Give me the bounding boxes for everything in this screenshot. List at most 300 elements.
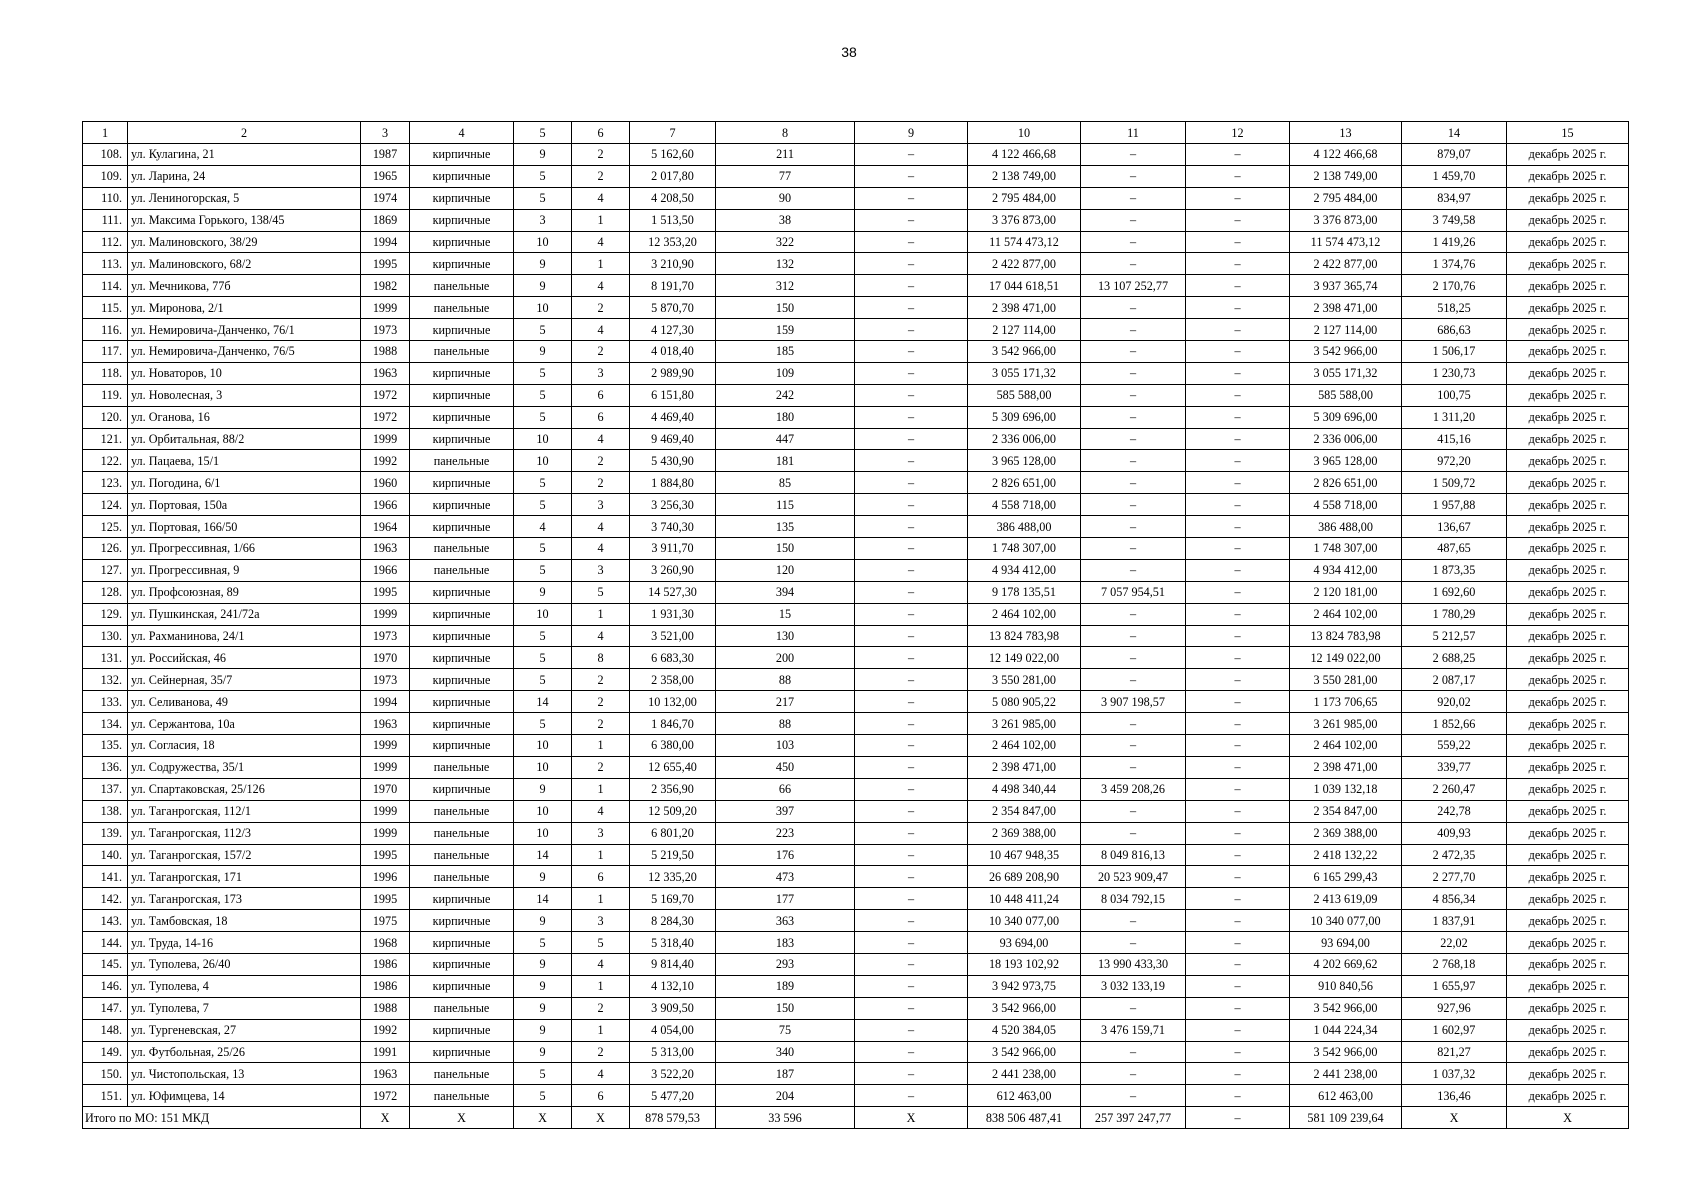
table-cell: ул. Труда, 14-16: [128, 932, 361, 954]
table-cell: декабрь 2025 г.: [1507, 144, 1629, 166]
table-cell: 26 689 208,90: [968, 866, 1081, 888]
table-cell: 9 178 135,51: [968, 581, 1081, 603]
table-row: [83, 538, 1629, 560]
table-cell: –: [1081, 713, 1186, 735]
table-cell: –: [855, 231, 968, 253]
table-cell: 9: [514, 953, 572, 975]
table-cell: 910 840,56: [1290, 975, 1402, 997]
table-cell: –: [855, 756, 968, 778]
table-cell: 3 210,90: [630, 253, 716, 275]
table-cell: 1 884,80: [630, 472, 716, 494]
table-cell: ул. Сержантова, 10а: [128, 713, 361, 735]
table-cell: 2: [572, 669, 630, 691]
table-cell: 1: [572, 888, 630, 910]
table-cell: ул. Туполева, 7: [128, 997, 361, 1019]
table-cell: –: [855, 844, 968, 866]
table-cell: 103: [716, 735, 855, 757]
table-cell: 10 340 077,00: [968, 910, 1081, 932]
table-cell: 1: [572, 1019, 630, 1041]
table-cell: –: [1186, 975, 1290, 997]
table-row: [83, 144, 1629, 166]
table-cell: 132.: [83, 669, 128, 691]
table-cell: 2: [572, 165, 630, 187]
table-cell: декабрь 2025 г.: [1507, 1041, 1629, 1063]
total-cell: X: [572, 1107, 630, 1129]
table-cell: 3 055 171,32: [968, 362, 1081, 384]
table-cell: 4 202 669,62: [1290, 953, 1402, 975]
table-cell: ул. Пушкинская, 241/72а: [128, 603, 361, 625]
table-cell: 4 558 718,00: [968, 494, 1081, 516]
table-cell: 4 934 412,00: [1290, 559, 1402, 581]
table-cell: 1: [572, 253, 630, 275]
table-cell: 130: [716, 625, 855, 647]
table-cell: –: [855, 187, 968, 209]
table-cell: 109: [716, 362, 855, 384]
table-cell: декабрь 2025 г.: [1507, 275, 1629, 297]
table-cell: 2 398 471,00: [1290, 756, 1402, 778]
table-row: [83, 362, 1629, 384]
table-cell: 2 354 847,00: [968, 800, 1081, 822]
table-cell: кирпичные: [410, 472, 514, 494]
table-cell: 1963: [361, 713, 410, 735]
table-cell: 109.: [83, 165, 128, 187]
column-header: 8: [716, 122, 855, 144]
table-cell: 6: [572, 384, 630, 406]
table-cell: 1973: [361, 319, 410, 341]
table-cell: 612 463,00: [968, 1085, 1081, 1107]
table-cell: –: [1081, 800, 1186, 822]
table-cell: 3 937 365,74: [1290, 275, 1402, 297]
table-cell: 135.: [83, 735, 128, 757]
table-cell: 1999: [361, 297, 410, 319]
table-cell: 2: [572, 472, 630, 494]
table-cell: 5 477,20: [630, 1085, 716, 1107]
table-cell: декабрь 2025 г.: [1507, 735, 1629, 757]
table-cell: 5: [514, 1063, 572, 1085]
table-cell: 1992: [361, 1019, 410, 1041]
table-cell: 1966: [361, 494, 410, 516]
total-cell: 257 397 247,77: [1081, 1107, 1186, 1129]
table-cell: 211: [716, 144, 855, 166]
table-cell: 1 173 706,65: [1290, 691, 1402, 713]
table-cell: 1963: [361, 1063, 410, 1085]
table-cell: 312: [716, 275, 855, 297]
table-cell: –: [1081, 756, 1186, 778]
table-cell: ул. Максима Горького, 138/45: [128, 209, 361, 231]
table-cell: 10 467 948,35: [968, 844, 1081, 866]
table-cell: –: [855, 319, 968, 341]
table-cell: 3: [572, 822, 630, 844]
table-cell: 1986: [361, 975, 410, 997]
table-cell: 397: [716, 800, 855, 822]
table-cell: декабрь 2025 г.: [1507, 406, 1629, 428]
table-cell: 1999: [361, 822, 410, 844]
table-cell: кирпичные: [410, 888, 514, 910]
table-cell: 6 801,20: [630, 822, 716, 844]
table-cell: 3 907 198,57: [1081, 691, 1186, 713]
table-row: [83, 341, 1629, 363]
total-cell: X: [1402, 1107, 1507, 1129]
table-cell: 9: [514, 253, 572, 275]
table-cell: –: [1186, 691, 1290, 713]
table-cell: 159: [716, 319, 855, 341]
column-header: 9: [855, 122, 968, 144]
table-cell: 1963: [361, 362, 410, 384]
table-row: [83, 669, 1629, 691]
table-cell: 185: [716, 341, 855, 363]
table-cell: панельные: [410, 844, 514, 866]
table-cell: декабрь 2025 г.: [1507, 231, 1629, 253]
table-cell: 3 965 128,00: [1290, 450, 1402, 472]
table-cell: ул. Малиновского, 68/2: [128, 253, 361, 275]
total-cell: 581 109 239,64: [1290, 1107, 1402, 1129]
table-cell: 12 335,20: [630, 866, 716, 888]
table-cell: декабрь 2025 г.: [1507, 910, 1629, 932]
table-cell: –: [1186, 953, 1290, 975]
table-cell: декабрь 2025 г.: [1507, 297, 1629, 319]
table-cell: ул. Таганрогская, 171: [128, 866, 361, 888]
table-cell: 20 523 909,47: [1081, 866, 1186, 888]
column-header: 7: [630, 122, 716, 144]
table-cell: 12 149 022,00: [968, 647, 1081, 669]
table-cell: –: [1186, 144, 1290, 166]
table-cell: 1: [572, 975, 630, 997]
table-cell: 2: [572, 756, 630, 778]
table-cell: 136.: [83, 756, 128, 778]
table-cell: ул. Футбольная, 25/26: [128, 1041, 361, 1063]
table-cell: –: [1186, 494, 1290, 516]
table-cell: –: [1081, 932, 1186, 954]
table-cell: 927,96: [1402, 997, 1507, 1019]
table-cell: –: [1081, 1041, 1186, 1063]
table-cell: 10: [514, 756, 572, 778]
table-cell: 2: [572, 144, 630, 166]
table-cell: панельные: [410, 538, 514, 560]
table-cell: 3 376 873,00: [968, 209, 1081, 231]
table-cell: 1972: [361, 406, 410, 428]
table-cell: –: [1186, 428, 1290, 450]
table-cell: 1963: [361, 538, 410, 560]
table-cell: –: [1186, 450, 1290, 472]
table-cell: 138.: [83, 800, 128, 822]
table-row: [83, 275, 1629, 297]
table-cell: 141.: [83, 866, 128, 888]
table-cell: –: [1081, 209, 1186, 231]
table-cell: –: [855, 691, 968, 713]
table-cell: 5 169,70: [630, 888, 716, 910]
table-cell: панельные: [410, 450, 514, 472]
table-cell: 123.: [83, 472, 128, 494]
table-cell: 1972: [361, 1085, 410, 1107]
table-cell: 11 574 473,12: [1290, 231, 1402, 253]
table-cell: 1999: [361, 800, 410, 822]
table-cell: 2 418 132,22: [1290, 844, 1402, 866]
table-cell: 149.: [83, 1041, 128, 1063]
table-cell: 1 846,70: [630, 713, 716, 735]
table-cell: 1 037,32: [1402, 1063, 1507, 1085]
table-cell: 5 430,90: [630, 450, 716, 472]
table-cell: 1966: [361, 559, 410, 581]
table-cell: 114.: [83, 275, 128, 297]
table-cell: 386 488,00: [1290, 516, 1402, 538]
table-cell: 8 284,30: [630, 910, 716, 932]
table-cell: декабрь 2025 г.: [1507, 844, 1629, 866]
table-cell: кирпичные: [410, 187, 514, 209]
total-label: Итого по МО: 151 МКД: [83, 1107, 361, 1129]
table-cell: 4: [572, 319, 630, 341]
table-cell: 4: [572, 800, 630, 822]
table-cell: 200: [716, 647, 855, 669]
table-cell: кирпичные: [410, 209, 514, 231]
table-cell: 10: [514, 450, 572, 472]
table-cell: 5 212,57: [1402, 625, 1507, 647]
table-cell: 3: [514, 209, 572, 231]
total-cell: 838 506 487,41: [968, 1107, 1081, 1129]
table-cell: –: [855, 910, 968, 932]
table-cell: декабрь 2025 г.: [1507, 975, 1629, 997]
table-row: [83, 1063, 1629, 1085]
table-cell: –: [1186, 1041, 1290, 1063]
table-cell: –: [1186, 932, 1290, 954]
table-cell: ул. Рахманинова, 24/1: [128, 625, 361, 647]
table-cell: 1987: [361, 144, 410, 166]
table-cell: –: [855, 253, 968, 275]
table-cell: 3: [572, 559, 630, 581]
table-cell: –: [1186, 778, 1290, 800]
table-cell: 1 837,91: [1402, 910, 1507, 932]
table-cell: –: [855, 866, 968, 888]
table-cell: 4 934 412,00: [968, 559, 1081, 581]
table-row: [83, 581, 1629, 603]
table-cell: –: [1186, 866, 1290, 888]
table-cell: 8 049 816,13: [1081, 844, 1186, 866]
page-number: 38: [841, 44, 857, 60]
table-cell: 12 655,40: [630, 756, 716, 778]
table-cell: ул. Прогрессивная, 9: [128, 559, 361, 581]
table-cell: 3: [572, 362, 630, 384]
table-cell: 879,07: [1402, 144, 1507, 166]
table-cell: 1 039 132,18: [1290, 778, 1402, 800]
column-header: 2: [128, 122, 361, 144]
table-cell: 12 149 022,00: [1290, 647, 1402, 669]
table-cell: –: [855, 472, 968, 494]
table-cell: 4 054,00: [630, 1019, 716, 1041]
table-cell: 9: [514, 778, 572, 800]
table-cell: –: [1081, 231, 1186, 253]
table-cell: –: [855, 144, 968, 166]
table-cell: 2 170,76: [1402, 275, 1507, 297]
table-cell: кирпичные: [410, 713, 514, 735]
table-row: [83, 647, 1629, 669]
table-cell: 9: [514, 275, 572, 297]
table-cell: 9: [514, 1019, 572, 1041]
table-cell: панельные: [410, 1063, 514, 1085]
table-cell: 2 464 102,00: [968, 735, 1081, 757]
table-cell: 1 311,20: [1402, 406, 1507, 428]
total-cell: X: [855, 1107, 968, 1129]
table-cell: 150.: [83, 1063, 128, 1085]
table-cell: 1991: [361, 1041, 410, 1063]
table-cell: 242,78: [1402, 800, 1507, 822]
table-cell: кирпичные: [410, 494, 514, 516]
table-cell: 2 826 651,00: [968, 472, 1081, 494]
table-cell: 22,02: [1402, 932, 1507, 954]
table-cell: 1994: [361, 231, 410, 253]
table-cell: кирпичные: [410, 975, 514, 997]
table-cell: 3 749,58: [1402, 209, 1507, 231]
table-cell: 3 256,30: [630, 494, 716, 516]
table-cell: 133.: [83, 691, 128, 713]
table-cell: 3 542 966,00: [968, 341, 1081, 363]
table-cell: –: [855, 209, 968, 231]
table-row: [83, 778, 1629, 800]
table-cell: 113.: [83, 253, 128, 275]
table-cell: 183: [716, 932, 855, 954]
table-row: [83, 406, 1629, 428]
table-cell: –: [1081, 472, 1186, 494]
table-cell: 5 313,00: [630, 1041, 716, 1063]
table-cell: 1970: [361, 778, 410, 800]
table-cell: –: [855, 888, 968, 910]
table-cell: 1 419,26: [1402, 231, 1507, 253]
table-cell: 2 017,80: [630, 165, 716, 187]
table-cell: –: [1081, 406, 1186, 428]
table-cell: –: [855, 538, 968, 560]
table-cell: 134.: [83, 713, 128, 735]
table-cell: 6 165 299,43: [1290, 866, 1402, 888]
table-cell: –: [1081, 603, 1186, 625]
table-cell: 5 219,50: [630, 844, 716, 866]
table-cell: 2: [572, 1041, 630, 1063]
table-cell: 4: [572, 231, 630, 253]
table-cell: 126.: [83, 538, 128, 560]
table-cell: –: [1186, 1063, 1290, 1085]
table-cell: 112.: [83, 231, 128, 253]
table-cell: –: [1081, 910, 1186, 932]
column-header: 5: [514, 122, 572, 144]
table-cell: кирпичные: [410, 319, 514, 341]
table-cell: 686,63: [1402, 319, 1507, 341]
table-cell: –: [1186, 603, 1290, 625]
table-cell: 559,22: [1402, 735, 1507, 757]
table-row: [83, 888, 1629, 910]
table-cell: 116.: [83, 319, 128, 341]
table-cell: –: [1186, 538, 1290, 560]
total-cell: –: [1186, 1107, 1290, 1129]
table-cell: –: [855, 647, 968, 669]
table-cell: декабрь 2025 г.: [1507, 756, 1629, 778]
table-cell: 2 422 877,00: [1290, 253, 1402, 275]
table-cell: 2 398 471,00: [968, 756, 1081, 778]
table-cell: 4: [572, 625, 630, 647]
table-cell: 1974: [361, 187, 410, 209]
table-cell: ул. Профсоюзная, 89: [128, 581, 361, 603]
table-cell: –: [1186, 275, 1290, 297]
table-cell: 9: [514, 866, 572, 888]
table-cell: 4 127,30: [630, 319, 716, 341]
table-cell: 585 588,00: [968, 384, 1081, 406]
table-cell: кирпичные: [410, 144, 514, 166]
table-cell: 6: [572, 866, 630, 888]
table-cell: 13 824 783,98: [968, 625, 1081, 647]
table-cell: –: [855, 516, 968, 538]
table-cell: 3 032 133,19: [1081, 975, 1186, 997]
total-cell: 33 596: [716, 1107, 855, 1129]
table-cell: 293: [716, 953, 855, 975]
table-cell: 143.: [83, 910, 128, 932]
table-cell: –: [1186, 341, 1290, 363]
table-cell: декабрь 2025 г.: [1507, 384, 1629, 406]
table-cell: –: [1081, 559, 1186, 581]
table-cell: 5 080 905,22: [968, 691, 1081, 713]
table-cell: 10: [514, 735, 572, 757]
table-cell: 2 369 388,00: [1290, 822, 1402, 844]
table-cell: кирпичные: [410, 778, 514, 800]
table-cell: 204: [716, 1085, 855, 1107]
column-header: 6: [572, 122, 630, 144]
table-cell: 17 044 618,51: [968, 275, 1081, 297]
table-cell: 2 768,18: [1402, 953, 1507, 975]
table-cell: 147.: [83, 997, 128, 1019]
table-cell: –: [855, 559, 968, 581]
table-row: [83, 953, 1629, 975]
table-cell: –: [1081, 450, 1186, 472]
table-cell: 3 542 966,00: [968, 1041, 1081, 1063]
table-cell: 2 336 006,00: [968, 428, 1081, 450]
table-cell: ул. Миронова, 2/1: [128, 297, 361, 319]
table-cell: кирпичные: [410, 428, 514, 450]
table-row: [83, 603, 1629, 625]
table-cell: декабрь 2025 г.: [1507, 625, 1629, 647]
table-cell: 2 336 006,00: [1290, 428, 1402, 450]
table-cell: 3 459 208,26: [1081, 778, 1186, 800]
table-cell: 4: [572, 516, 630, 538]
table-row: [83, 910, 1629, 932]
table-cell: 122.: [83, 450, 128, 472]
table-row: [83, 844, 1629, 866]
table-cell: ул. Лениногорская, 5: [128, 187, 361, 209]
table-cell: 217: [716, 691, 855, 713]
table-cell: ул. Портовая, 150а: [128, 494, 361, 516]
table-cell: –: [855, 406, 968, 428]
table-cell: кирпичные: [410, 165, 514, 187]
table-cell: панельные: [410, 1085, 514, 1107]
table-cell: –: [1081, 362, 1186, 384]
total-cell: X: [514, 1107, 572, 1129]
table-cell: декабрь 2025 г.: [1507, 538, 1629, 560]
table-cell: панельные: [410, 559, 514, 581]
table-cell: 15: [716, 603, 855, 625]
table-row: [83, 253, 1629, 275]
table-cell: 1 748 307,00: [1290, 538, 1402, 560]
table-cell: –: [1081, 384, 1186, 406]
table-cell: –: [855, 1085, 968, 1107]
table-cell: –: [855, 713, 968, 735]
table-cell: 8 034 792,15: [1081, 888, 1186, 910]
table-cell: 518,25: [1402, 297, 1507, 319]
table-cell: 2 464 102,00: [1290, 735, 1402, 757]
table-cell: 4: [572, 187, 630, 209]
table-cell: 6 151,80: [630, 384, 716, 406]
table-cell: 10 448 411,24: [968, 888, 1081, 910]
table-cell: –: [1081, 428, 1186, 450]
table-cell: 1965: [361, 165, 410, 187]
table-cell: 13 990 433,30: [1081, 953, 1186, 975]
table-cell: 145.: [83, 953, 128, 975]
table-cell: –: [1186, 187, 1290, 209]
table-cell: 117.: [83, 341, 128, 363]
table-cell: 18 193 102,92: [968, 953, 1081, 975]
